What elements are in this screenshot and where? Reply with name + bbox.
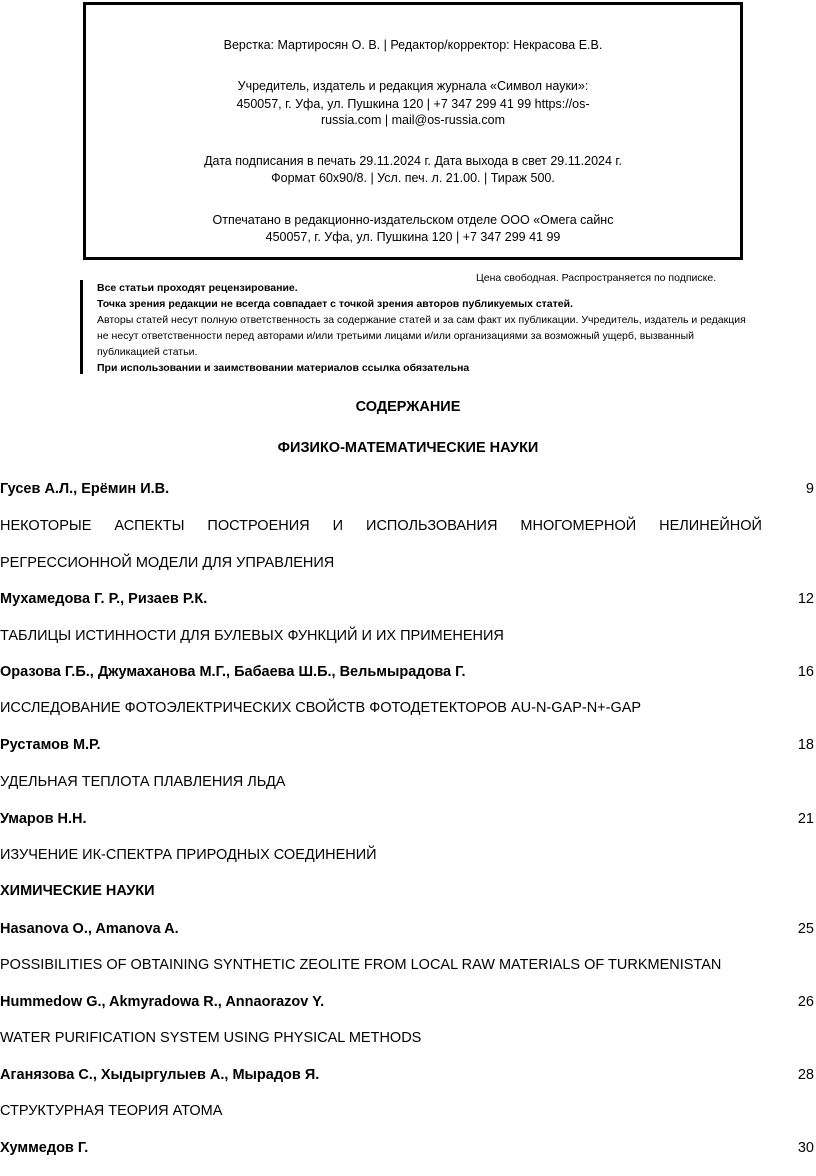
responsibility-note-cont: не несут ответственности перед авторами и/или третьими лицами и/или организациями за возможный ущерб, вызванный (97, 330, 694, 342)
toc-page-number: 28 (797, 1067, 814, 1083)
toc-page-number: 12 (797, 591, 814, 607)
imprint-founder: Учредитель, издатель и редакция журнала «Символ науки»: (237, 79, 589, 93)
toc-entry-title[interactable]: WATER PURIFICATION SYSTEM USING PHYSICAL METHODS (0, 1030, 422, 1046)
review-note: Все статьи проходят рецензирование. (97, 282, 298, 294)
imprint-format: Формат 60х90/8. | Усл. печ. л. 21.00. | Тираж 500. (271, 171, 555, 185)
citation-note: При использовании и заимствовании материалов ссылка обязательна (97, 362, 470, 374)
toc-entry-title-cont[interactable]: РЕГРЕССИОННОЙ МОДЕЛИ ДЛЯ УПРАВЛЕНИЯ (0, 555, 335, 571)
toc-page-number: 21 (797, 811, 814, 827)
imprint-address: 450057, г. Уфа, ул. Пушкина 120 | +7 347 299 41 99 https://os- (236, 97, 590, 111)
toc-entry-title[interactable]: POSSIBILITIES OF OBTAINING SYNTHETIC ZEOLITE FROM LOCAL RAW MATERIALS OF TURKMENISTAN (0, 957, 722, 973)
toc-entry-authors[interactable]: Умаров Н.Н. 21 (0, 811, 814, 827)
toc-entry-authors[interactable]: Гусев А.Л., Ерёмин И.В. 9 (0, 481, 814, 497)
toc-page-number: 16 (797, 664, 814, 680)
toc-page-number: 18 (797, 737, 814, 753)
toc-entry-authors[interactable]: Hummedow G., Akmyradowa R., Annaorazov Y. 26 (0, 994, 814, 1010)
toc-page-number: 30 (797, 1140, 814, 1156)
toc-entry-authors[interactable]: Оразова Г.Б., Джумаханова М.Г., Бабаева Ш.Б., Вельмырадова Г. 16 (0, 664, 814, 680)
editorial-notes (80, 280, 748, 374)
responsibility-note-end: публикацией статьи. (97, 346, 198, 358)
toc-entry-authors[interactable]: Рустамов М.Р. 18 (0, 737, 814, 753)
toc-entry-title[interactable]: ТАБЛИЦЫ ИСТИННОСТИ ДЛЯ БУЛЕВЫХ ФУНКЦИЙ И ИХ ПРИМЕНЕНИЯ (0, 628, 504, 644)
toc-page-number: 25 (797, 921, 814, 937)
imprint-address-cont: russia.com | mail@os-russia.com (320, 113, 506, 127)
responsibility-note: Авторы статей несут полную ответственность за содержание статей и за сам факт их публикации. Учредитель, издатель и редакция (97, 314, 746, 326)
toc-entry-title[interactable]: УДЕЛЬНАЯ ТЕПЛОТА ПЛАВЛЕНИЯ ЛЬДА (0, 774, 286, 790)
imprint-staff: Верстка: Мартиросян О. В. | Редактор/корректор: Некрасова Е.В. (223, 38, 603, 52)
toc-entry-authors[interactable]: Хуммедов Г. 30 (0, 1140, 814, 1156)
toc-entry-title[interactable]: НЕКОТОРЫЕ АСПЕКТЫ ПОСТРОЕНИЯ И ИСПОЛЬЗОВАНИЯ МНОГОМЕРНОЙ НЕЛИНЕЙНОЙ (0, 518, 762, 534)
toc-entry-authors[interactable]: Мухамедова Г. Р., Ризаев Р.К. 12 (0, 591, 814, 607)
imprint-signed-date: Дата подписания в печать 29.11.2024 г. Дата выхода в свет 29.11.2024 г. (204, 154, 622, 168)
contents-heading: СОДЕРЖАНИЕ (355, 399, 461, 415)
toc-entry-title[interactable]: ИЗУЧЕНИЕ ИК-СПЕКТРА ПРИРОДНЫХ СОЕДИНЕНИЙ (0, 847, 377, 863)
section-heading-physics-math: ФИЗИКО-МАТЕМАТИЧЕСКИЕ НАУКИ (277, 440, 539, 456)
toc-entry-authors[interactable]: Аганязова С., Хыдыргулыев А., Мырадов Я. 28 (0, 1067, 814, 1083)
opinion-note: Точка зрения редакции не всегда совпадает с точкой зрения авторов публикуемых статей. (97, 298, 573, 310)
toc-page-number: 26 (797, 994, 814, 1010)
toc-entry-title[interactable]: ИССЛЕДОВАНИЕ ФОТОЭЛЕКТРИЧЕСКИХ СВОЙСТВ ФОТОДЕТЕКТОРОВ AU-N-GAP-N+-GAP (0, 700, 642, 716)
toc-entry-title[interactable]: СТРУКТУРНАЯ ТЕОРИЯ АТОМА (0, 1103, 223, 1119)
imprint-box (83, 2, 743, 260)
toc-page-number: 9 (805, 481, 814, 497)
toc-entry-authors[interactable]: Hasanova O., Amanova A. 25 (0, 921, 814, 937)
section-heading-chemistry: ХИМИЧЕСКИЕ НАУКИ (0, 883, 155, 899)
imprint-printer-address: 450057, г. Уфа, ул. Пушкина 120 | +7 347 299 41 99 (265, 230, 561, 244)
imprint-printed-by: Отпечатано в редакционно-издательском отделе ООО «Омега сайнс (212, 213, 614, 227)
price-note: Цена свободная. Распространяется по подписке. (476, 272, 717, 284)
